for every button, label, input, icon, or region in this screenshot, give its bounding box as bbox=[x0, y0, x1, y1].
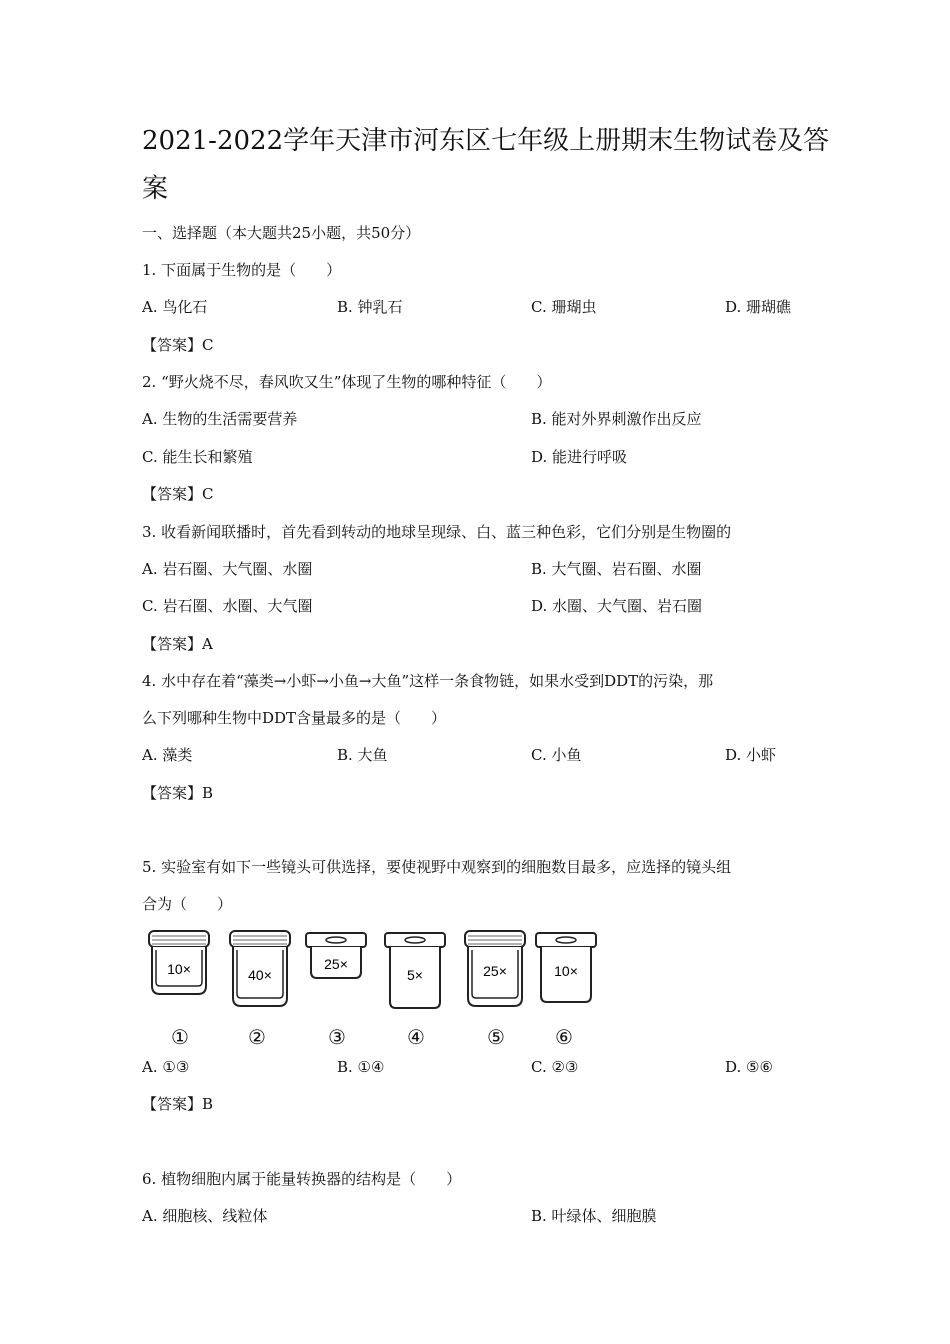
lens-number-3: ③ bbox=[328, 1025, 346, 1049]
lens-2-label: 40× bbox=[248, 967, 272, 983]
lens-number-1: ① bbox=[171, 1025, 189, 1049]
question-4-option-b: B. 大鱼 bbox=[337, 746, 388, 764]
question-3-option-a: A. 岩石圈、大气圈、水圈 bbox=[142, 560, 313, 578]
lens-number-2: ② bbox=[248, 1025, 266, 1049]
question-1-option-a: A. 鸟化石 bbox=[142, 298, 208, 316]
question-2-option-b: B. 能对外界刺激作出反应 bbox=[531, 410, 702, 428]
question-6-option-b: B. 叶绿体、细胞膜 bbox=[531, 1207, 657, 1225]
question-5-option-c: C. ②③ bbox=[531, 1058, 579, 1076]
lens-6-label: 10× bbox=[554, 963, 578, 979]
question-4-option-d: D. 小虾 bbox=[725, 746, 777, 764]
answer-value: A bbox=[202, 635, 213, 653]
answer-prefix: 【答案】 bbox=[142, 336, 203, 354]
question-2-option-a: A. 生物的生活需要营养 bbox=[142, 410, 298, 428]
question-5-stem-cont: 合为（ ） bbox=[142, 895, 233, 913]
question-1-option-b: B. 钟乳石 bbox=[337, 298, 403, 316]
lens-4-objective bbox=[382, 930, 448, 1012]
answer-prefix: 【答案】 bbox=[142, 485, 203, 503]
question-2-answer bbox=[142, 487, 214, 502]
question-4-stem-cont: 么下列哪种生物中DDT含量最多的是（ ） bbox=[142, 709, 447, 727]
question-6-option-a: A. 细胞核、线粒体 bbox=[142, 1207, 268, 1225]
answer-value: B bbox=[202, 1095, 214, 1113]
question-3-answer bbox=[142, 637, 213, 652]
question-1-answer bbox=[142, 338, 214, 353]
lens-5-eyepiece bbox=[462, 928, 528, 1010]
lens-3-label: 25× bbox=[324, 956, 348, 972]
question-3-option-b: B. 大气圈、岩石圈、水圈 bbox=[531, 560, 702, 578]
question-4-answer bbox=[142, 786, 213, 801]
question-2-stem: 2. “野火烧不尽，春风吹又生”体现了生物的哪种特征（ ） bbox=[142, 373, 552, 391]
question-1-option-d: D. 珊瑚礁 bbox=[725, 298, 792, 316]
answer-prefix: 【答案】 bbox=[142, 784, 203, 802]
answer-value: B bbox=[202, 784, 214, 802]
question-6-stem: 6. 植物细胞内属于能量转换器的结构是（ ） bbox=[142, 1170, 462, 1188]
lens-3-objective bbox=[303, 930, 369, 982]
document-title-line2: 案 bbox=[142, 174, 169, 204]
question-1-stem: 1. 下面属于生物的是（ ） bbox=[142, 261, 342, 279]
question-4-stem: 4. 水中存在着“藻类→小虾→小鱼→大鱼”这样一条食物链，如果水受到DDT的污染，那 bbox=[142, 672, 714, 690]
lens-number-4: ④ bbox=[407, 1025, 425, 1049]
answer-value: C bbox=[202, 336, 214, 354]
question-2-option-d: D. 能进行呼吸 bbox=[531, 448, 628, 466]
question-3-option-c: C. 岩石圈、水圈、大气圈 bbox=[142, 597, 313, 615]
question-4-option-a: A. 藻类 bbox=[142, 746, 193, 764]
question-5-answer bbox=[142, 1097, 213, 1112]
lens-number-6: ⑥ bbox=[555, 1025, 573, 1049]
answer-value: C bbox=[202, 485, 214, 503]
document-title-line1: 2021-2022学年天津市河东区七年级上册期末生物试卷及答 bbox=[142, 126, 830, 156]
question-2-option-c: C. 能生长和繁殖 bbox=[142, 448, 253, 466]
lens-5-label: 25× bbox=[483, 963, 507, 979]
question-5-option-a: A. ①③ bbox=[142, 1058, 190, 1076]
lens-1-label: 10× bbox=[167, 961, 191, 977]
question-3-stem: 3. 收看新闻联播时，首先看到转动的地球呈现绿、白、蓝三种色彩，它们分别是生物圈的 bbox=[142, 523, 732, 541]
section-heading: 一、选择题（本大题共25小题，共50分） bbox=[142, 224, 421, 242]
answer-prefix: 【答案】 bbox=[142, 635, 203, 653]
lens-6-objective bbox=[533, 930, 599, 1006]
lens-4-label: 5× bbox=[407, 967, 423, 983]
lens-2-eyepiece bbox=[227, 928, 293, 1010]
question-5-stem: 5. 实验室有如下一些镜头可供选择，要使视野中观察到的细胞数目最多，应选择的镜头组 bbox=[142, 858, 732, 876]
lens-1-eyepiece bbox=[146, 928, 212, 998]
question-3-option-d: D. 水圈、大气圈、岩石圈 bbox=[531, 597, 703, 615]
question-4-option-c: C. 小鱼 bbox=[531, 746, 582, 764]
question-5-option-d: D. ⑤⑥ bbox=[725, 1058, 773, 1076]
question-1-option-c: C. 珊瑚虫 bbox=[531, 298, 597, 316]
question-5-option-b: B. ①④ bbox=[337, 1058, 385, 1076]
answer-prefix: 【答案】 bbox=[142, 1095, 203, 1113]
lens-number-5: ⑤ bbox=[487, 1025, 505, 1049]
